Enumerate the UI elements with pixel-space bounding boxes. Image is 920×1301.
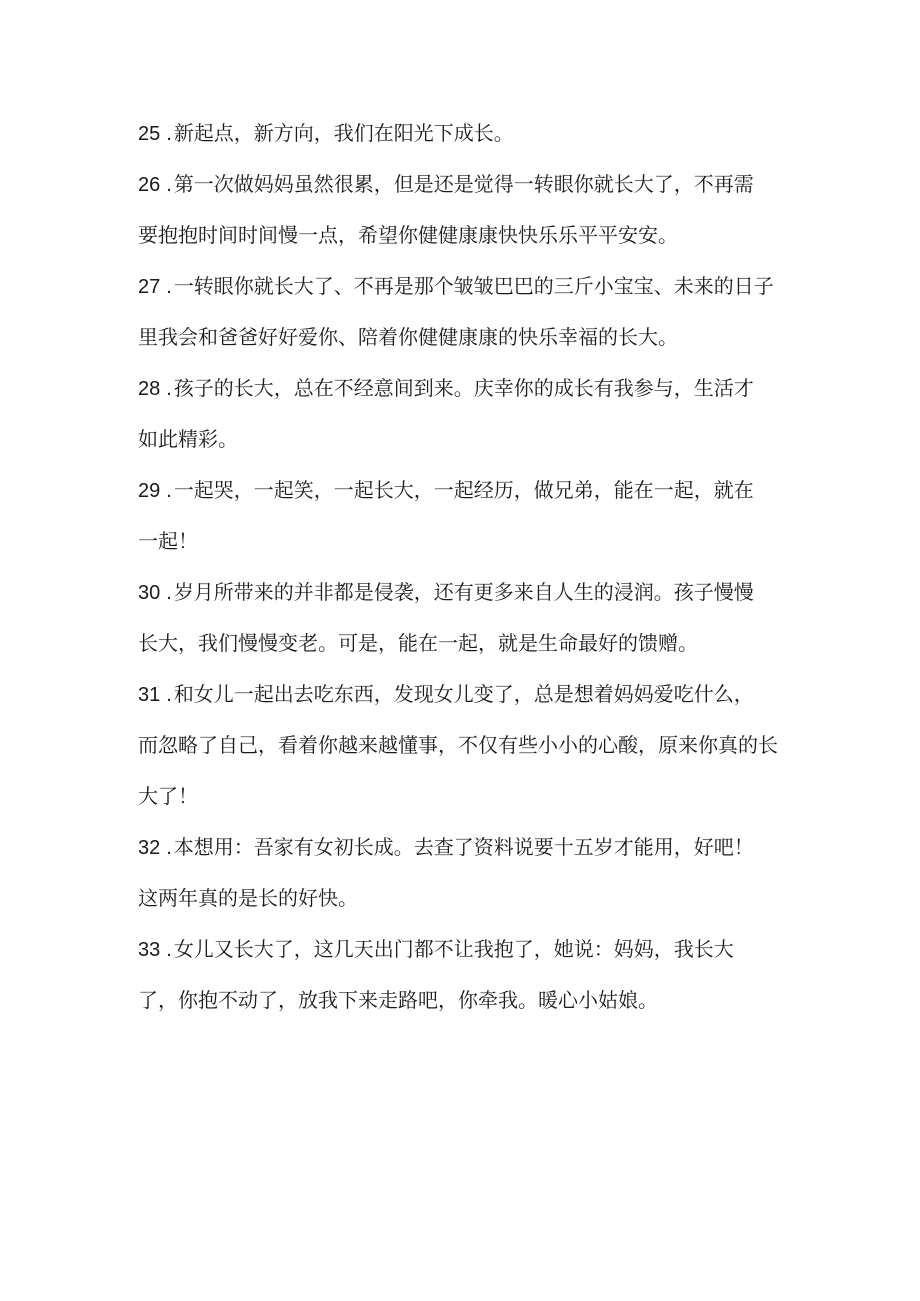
item-text: 孩子的长大，总在不经意间到来。庆幸你的成长有我参与，生活才 xyxy=(173,376,754,400)
item-text: 第一次做妈妈虽然很累，但是还是觉得一转眼你就长大了，不再需 xyxy=(173,172,754,196)
item-text: 本想用：吾家有女初长成。去查了资料说要十五岁才能用，好吧！ xyxy=(173,835,754,859)
list-item-30 xyxy=(138,567,788,669)
item-continuation: 长大，我们慢慢变老。可是，能在一起，就是生命最好的馈赠。 xyxy=(138,631,698,655)
item-text: 一起哭，一起笑，一起长大，一起经历，做兄弟，能在一起，就在 xyxy=(173,478,754,502)
item-line: 26 . 第一次做妈妈虽然很累，但是还是觉得一转眼你就长大了，不再需 xyxy=(138,172,754,196)
item-text: 女儿又长大了，这几天出门都不让我抱了，她说：妈妈，我长大 xyxy=(173,937,734,961)
item-continuation: 里我会和爸爸好好爱你、陪着你健健康康的快乐幸福的长大。 xyxy=(138,325,678,349)
item-line: 31 . 和女儿一起出去吃东西，发现女儿变了，总是想着妈妈爱吃什么， xyxy=(138,682,754,706)
item-line: 27 . 一转眼你就长大了、不再是那个皱皱巴巴的三斤小宝宝、未来的日子 xyxy=(138,274,774,298)
item-continuation: 了，你抱不动了，放我下来走路吧，你牵我。暖心小姑娘。 xyxy=(138,988,658,1012)
item-number: 27 xyxy=(138,276,161,298)
item-text: 岁月所带来的并非都是侵袭，还有更多来自人生的浸润。孩子慢慢 xyxy=(173,580,754,604)
item-number: 31 xyxy=(138,684,161,706)
list-item-26 xyxy=(138,159,788,261)
item-continuation: 这两年真的是长的好快。 xyxy=(138,886,358,910)
item-line: 29 . 一起哭，一起笑，一起长大，一起经历，做兄弟，能在一起，就在 xyxy=(138,478,754,502)
item-line: 28 . 孩子的长大，总在不经意间到来。庆幸你的成长有我参与，生活才 xyxy=(138,376,754,400)
list-item-33 xyxy=(138,924,788,1026)
item-text: 和女儿一起出去吃东西，发现女儿变了，总是想着妈妈爱吃什么， xyxy=(173,682,754,706)
item-number: 29 xyxy=(138,480,161,502)
list-item-25 xyxy=(138,108,788,159)
item-line: 33 . 女儿又长大了，这几天出门都不让我抱了，她说：妈妈，我长大 xyxy=(138,937,734,961)
item-line: 25 . 新起点，新方向，我们在阳光下成长。 xyxy=(138,121,514,145)
item-number: 25 xyxy=(138,123,161,145)
item-continuation: 一起！ xyxy=(138,529,198,553)
numbered-list xyxy=(138,108,788,1026)
item-number: 26 xyxy=(138,174,161,196)
list-item-27 xyxy=(138,261,788,363)
item-continuation: 而忽略了自己，看着你越来越懂事，不仅有些小小的心酸，原来你真的长 xyxy=(138,733,778,757)
list-item-29 xyxy=(138,465,788,567)
item-text: 一转眼你就长大了、不再是那个皱皱巴巴的三斤小宝宝、未来的日子 xyxy=(173,274,774,298)
item-number: 32 xyxy=(138,837,161,859)
list-item-28 xyxy=(138,363,788,465)
item-number: 28 xyxy=(138,378,161,400)
item-line: 30 . 岁月所带来的并非都是侵袭，还有更多来自人生的浸润。孩子慢慢 xyxy=(138,580,754,604)
item-line: 32 . 本想用：吾家有女初长成。去查了资料说要十五岁才能用，好吧！ xyxy=(138,835,754,859)
item-continuation: 要抱抱时间时间慢一点，希望你健健康康快快乐乐平平安安。 xyxy=(138,223,678,247)
item-text: 新起点，新方向，我们在阳光下成长。 xyxy=(173,121,514,145)
list-item-32 xyxy=(138,822,788,924)
item-continuation: 如此精彩。 xyxy=(138,427,238,451)
item-number: 30 xyxy=(138,582,161,604)
list-item-31 xyxy=(138,669,788,822)
item-continuation: 大了！ xyxy=(138,784,198,808)
item-number: 33 xyxy=(138,939,161,961)
